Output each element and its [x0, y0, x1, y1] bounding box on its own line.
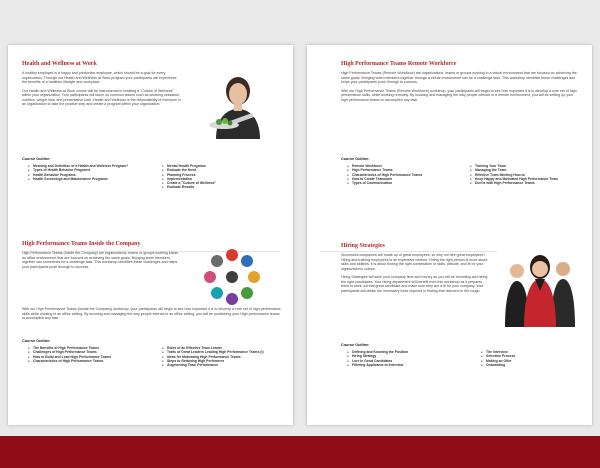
- section-title: High Performance Teams Inside the Company: [22, 241, 141, 247]
- course-outline-health-wellness: [22, 151, 282, 190]
- outline-item: ● How to Create Teamwork: [347, 177, 464, 181]
- section-paragraph: With our High Performance Teams (Inside the Company) workshop, your participants will begin to see how important it is to develop a core set of high performance skills while working in an office setting. By knowing and managing the way people interact in an office setting, you will be positioning your High performance teams to accomplish any task.: [22, 307, 281, 320]
- outline-item: ● Steps to Retaining High Performers: [162, 359, 282, 363]
- section-health-wellness: [22, 61, 182, 111]
- footer-bar: [0, 436, 600, 468]
- outline-item: ● Managing the Team: [470, 168, 581, 172]
- section-paragraph: Successful companies are made up of great employees, so why not hire great employees? Hiring and training employees is an expensive venture. Hiring the right person is more about skills and abilities; it is about finding the right combination of skills, attitude, and fit for your organization's culture.: [341, 253, 488, 271]
- section-high-performance-remote: [341, 61, 581, 106]
- outline-item: ● The Interview: [481, 350, 581, 354]
- people-circle-icons-graphic: [194, 245, 270, 309]
- section-hiring-strategies: [341, 243, 491, 297]
- section-high-performance-inside-body: [22, 307, 282, 325]
- outline-item: ● Evaluate Results: [162, 185, 282, 189]
- woman-eating-salad-photo: [194, 61, 282, 139]
- outline-item: ● The Benefits of High Performance Teams: [28, 346, 156, 350]
- outline-item: ● Types of Communication: [347, 181, 464, 185]
- brochure-page-right: [307, 45, 592, 425]
- outline-item: ● Planning Process: [162, 173, 282, 177]
- outline-item: ● Mental Health Programs: [162, 164, 282, 168]
- outline-item: ● Characteristics of High Performance Teams: [347, 173, 464, 177]
- course-outline-label: Course Outline:: [22, 157, 51, 161]
- section-paragraph: Our Health and Wellness at Work course will be instrumental in creating a "Culture of Wellness" within your organization. Your participants will touch on common issues such as smoking cessation, nutrition, weight loss, and preventative care. Health and Wellness is the responsibility of everyone in an organization to take the positive step and create a program within your organization.: [22, 88, 181, 106]
- course-outline-label: Course Outline:: [341, 157, 370, 161]
- outline-column-1: [22, 346, 156, 367]
- outline-item: ● Onboarding: [481, 363, 581, 367]
- section-paragraph: With our High Performance Teams (Remote Workforce) workshop, your participants will begin to see how important it is to develop a core set of high performance skills, while working remotely. By knowing and managing the way people interact in a remote environment, you will be setting up your high performance teams to accomplish any task.: [341, 88, 577, 102]
- section-paragraph: High Performance Teams (Remote Workforce) are organizations, teams or groups working in a virtual environment that are focused on achieving the same goals. Bringing team members together through a virtual environment can be a challenge task. This workshop identifies these challenges and helps your participants push through to success.: [341, 71, 577, 84]
- outline-item: ● Create a "Culture of Wellness": [162, 181, 282, 185]
- outline-column-1: [22, 164, 156, 190]
- outline-column-2: [156, 164, 282, 190]
- outline-item: ● Filtering Applicants to Interview: [347, 363, 475, 367]
- outline-item: ● Ideas for Motivating High Performance Teams: [162, 355, 282, 359]
- outline-item: ● Remote Workforce: [347, 164, 464, 168]
- outline-item: ● Defining and Knowing the Position: [347, 350, 475, 354]
- section-title: Health and Wellness at Work: [22, 61, 97, 67]
- section-paragraph: High Performance Teams (Inside the Company) are organizations, teams or groups working inside an office environment that are focused on achieving the same goals. Bringing team members together can sometimes be a challenge task. This workshop identifies these challenges and helps your participants push through to success.: [22, 251, 179, 269]
- course-outline-high-performance-remote: [341, 151, 581, 185]
- outline-column-1: [341, 350, 475, 367]
- outline-column-1: [341, 164, 464, 185]
- outline-item: ● Making an Offer: [481, 359, 581, 363]
- outline-column-2: [475, 350, 581, 367]
- outline-item: ● Effective Team Meeting How-to: [470, 173, 581, 177]
- section-paragraph: A healthy employee is a happy and productive employee, which should be a goal for every organization. Through our Health and Wellness at Work program your participants will experience the benefits of a healthier lifestyle and workplace.: [22, 71, 177, 84]
- course-outline-label: Course Outline:: [22, 339, 51, 343]
- course-outline-label: Course Outline:: [341, 343, 370, 347]
- outline-item: ● Traits of Great Leaders Leading High Performance Teams (I): [162, 350, 282, 354]
- course-outline-hiring-strategies: [341, 337, 581, 367]
- business-team-photo: [497, 247, 583, 327]
- outline-item: ● Types of Health Behavior Programs: [28, 168, 156, 172]
- outline-item: ● Roles of an Effective Team Leader: [162, 346, 282, 350]
- outline-item: ● Evaluate the Need: [162, 168, 282, 172]
- section-title: Hiring Strategies: [341, 243, 385, 249]
- outline-item: ● Challenges of High Performance Teams: [28, 350, 156, 354]
- outline-item: ● Health Screenings and Maintenance Programs: [28, 177, 156, 181]
- course-outline-high-performance-inside: [22, 333, 282, 367]
- outline-item: ● Characteristics of High Performance Teams: [28, 359, 156, 363]
- outline-item: ● Keep Happy and Motivated High Performance Team: [470, 177, 581, 181]
- section-high-performance-inside: [22, 241, 182, 273]
- outline-item: ● Augmenting Team Performance: [162, 363, 282, 367]
- outline-column-2: [464, 164, 581, 185]
- outline-item: ● Selection Process: [481, 354, 581, 358]
- outline-item: ● How to Build and Lead High Performance Teams: [28, 355, 156, 359]
- brochure-page-left: [8, 45, 293, 425]
- section-title: High Performance Teams Remote Workforce: [341, 61, 457, 67]
- outline-item: ● Don'ts with High Performance Teams: [470, 181, 581, 185]
- outline-item: ● Lure in Great Candidates: [347, 359, 475, 363]
- outline-item: ● Meaning and Definition of a Health and Wellness Program?: [28, 164, 156, 168]
- section-paragraph: Hiring Strategies will save your company time and money as you will be recruiting and hiring the right candidates. Your hiring department will benefit from this workshop as it prepares them to seek out that great candidate and make sure they are a fit for your company. Your participants will obtain the necessary tools required in finding that diamond in the rough.: [341, 275, 488, 293]
- outline-item: ● High Performance Teams: [347, 168, 464, 172]
- outline-item: ● Health Behavior Programs: [28, 173, 156, 177]
- outline-item: ● Implementation: [162, 177, 282, 181]
- outline-item: ● Hiring Strategy: [347, 354, 475, 358]
- outline-item: ● Training Your Team: [470, 164, 581, 168]
- outline-column-2: [156, 346, 282, 367]
